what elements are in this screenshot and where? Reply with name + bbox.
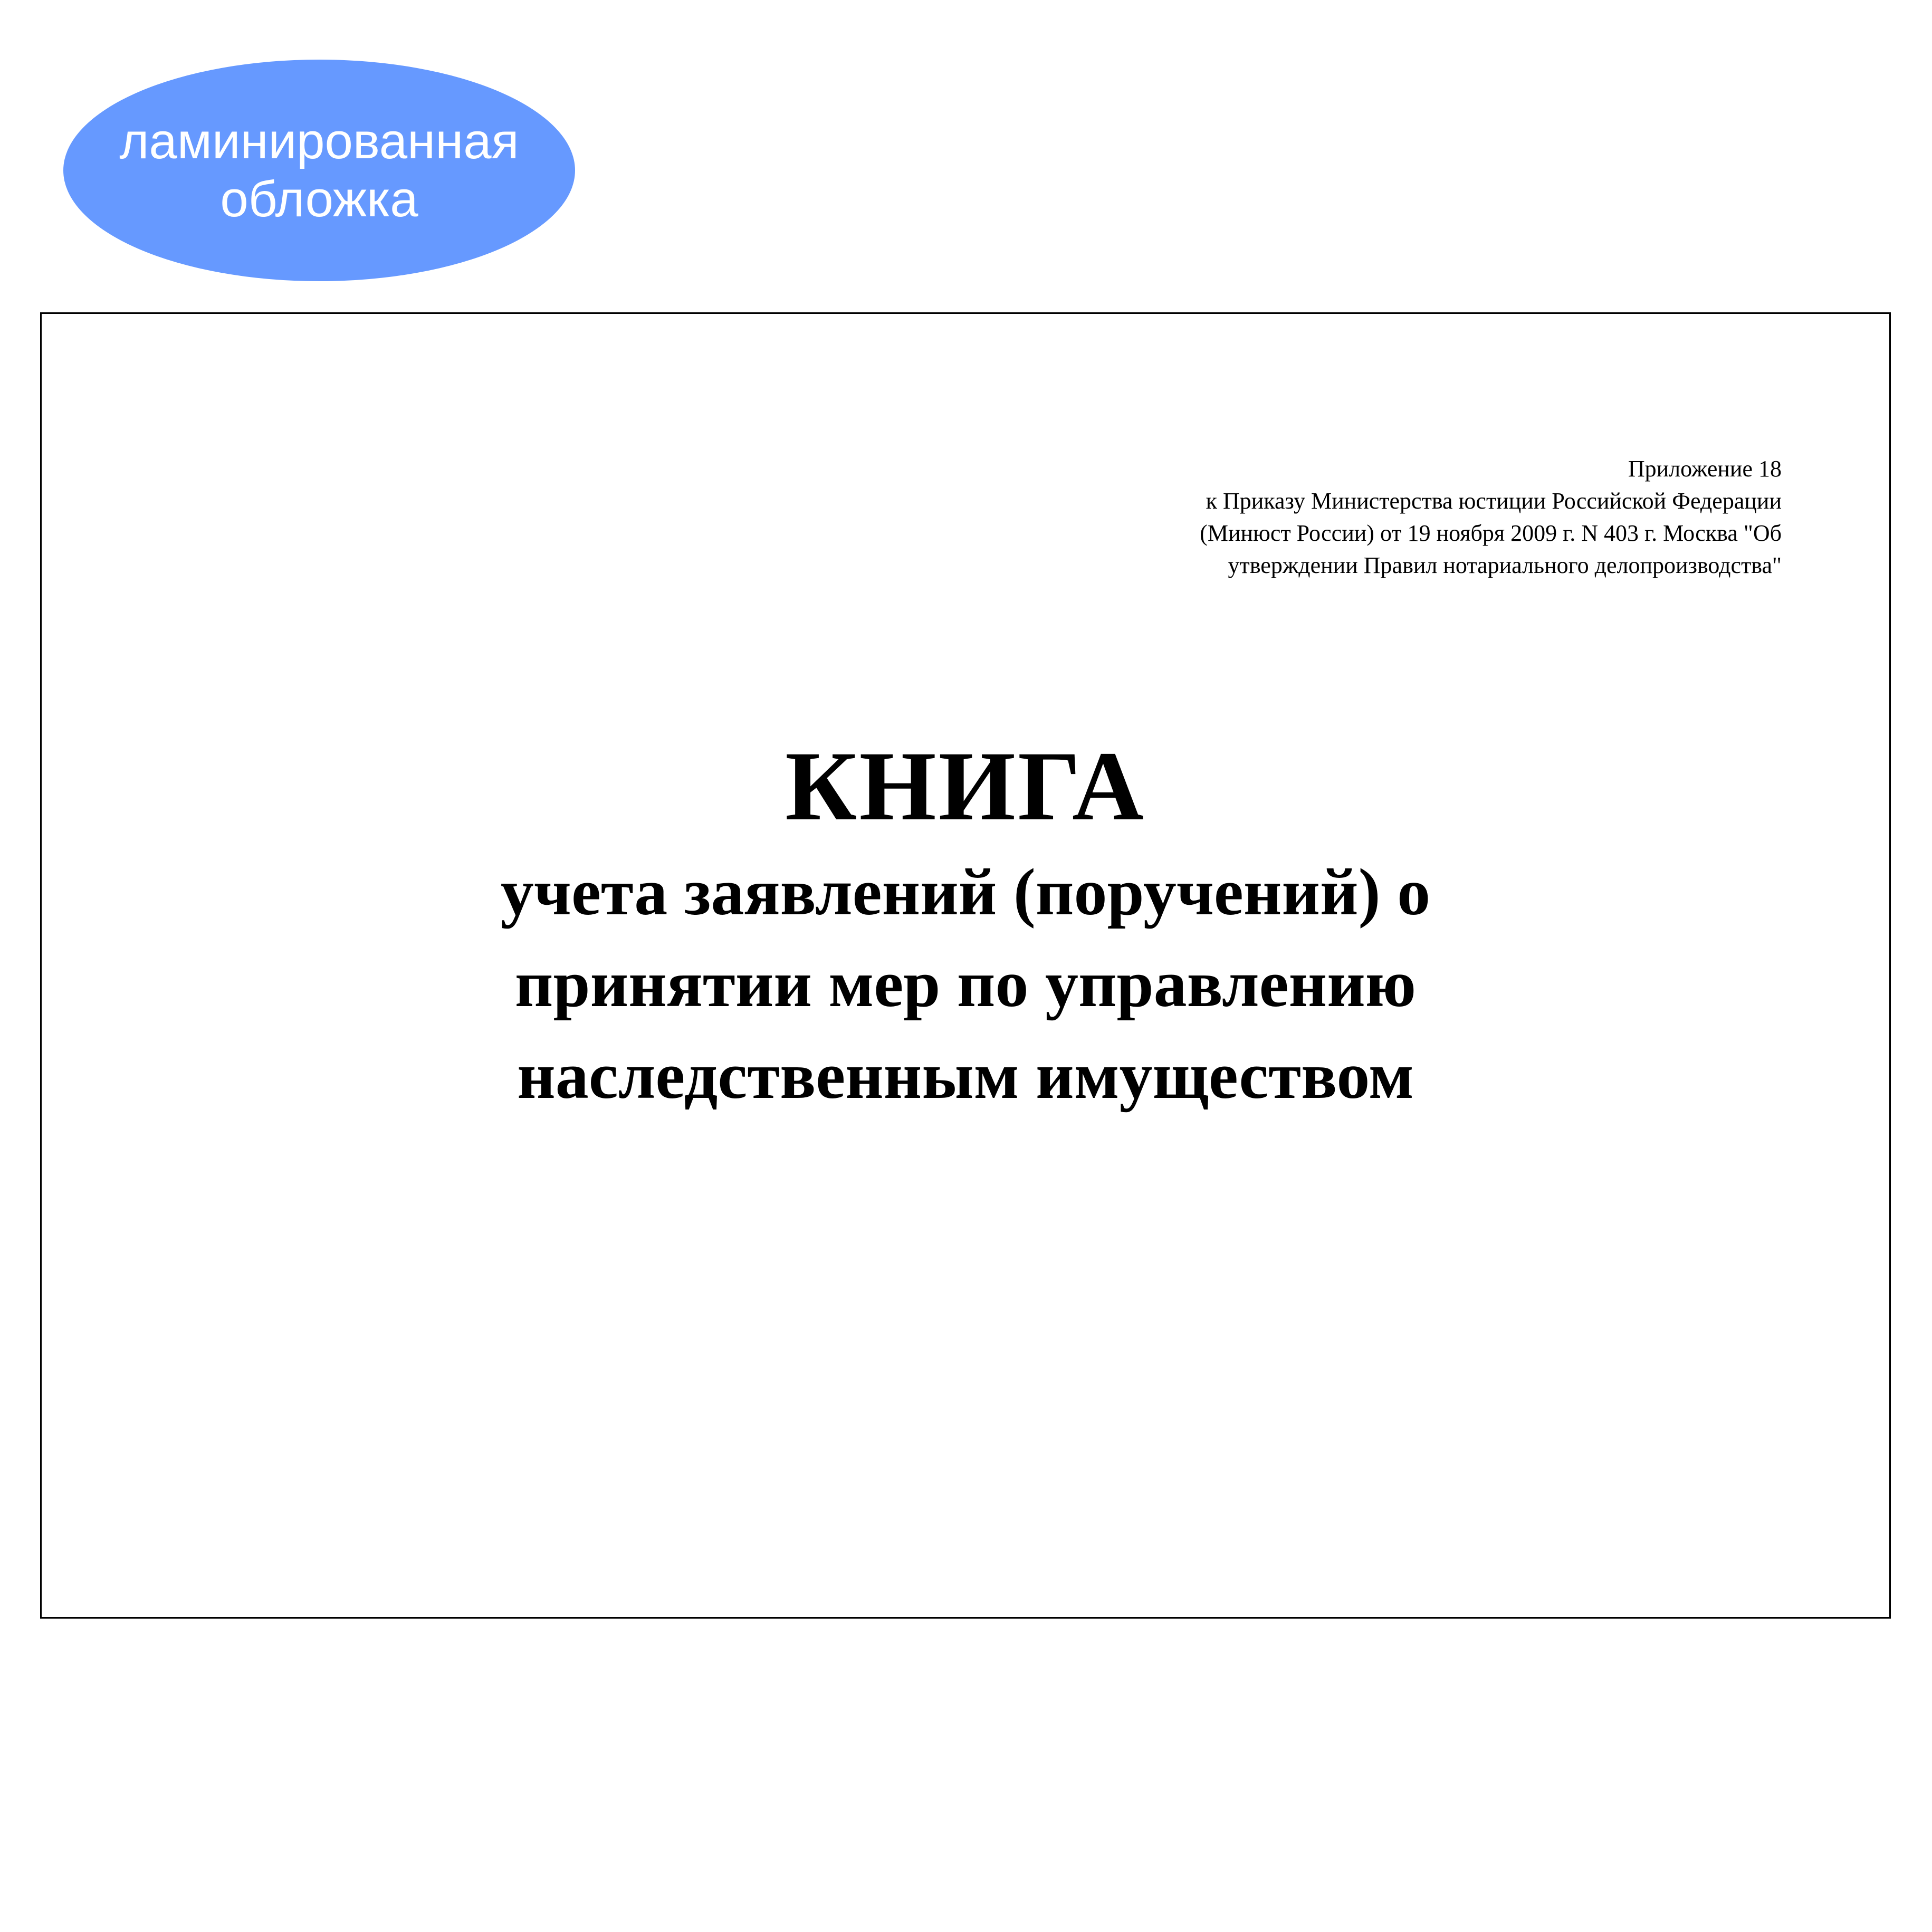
- book-title: КНИГА: [785, 731, 1146, 841]
- book-subtitle-line: принятии мер по управлению: [514, 948, 1417, 1021]
- title-block: [42, 725, 1889, 1122]
- book-subtitle-line: наследственным имуществом: [517, 1039, 1414, 1113]
- badge-line-1: ламинированная: [119, 113, 519, 169]
- book-cover: [40, 312, 1891, 1619]
- appendix-line: к Приказу Министерства юстиции Российской Федерации: [1206, 488, 1782, 514]
- appendix-line: (Минюст России) от 19 ноября 2009 г. N 403 г. Москва "Об: [1200, 520, 1782, 546]
- book-subtitle-line: учета заявлений (поручений) о: [500, 856, 1431, 929]
- appendix-line: утверждении Правил нотариального делопроизводства": [1228, 552, 1782, 578]
- laminated-cover-badge: [63, 60, 575, 281]
- appendix-line: Приложение 18: [1628, 456, 1782, 482]
- badge-line-2: обложка: [220, 171, 418, 227]
- appendix-note: [1200, 453, 1782, 581]
